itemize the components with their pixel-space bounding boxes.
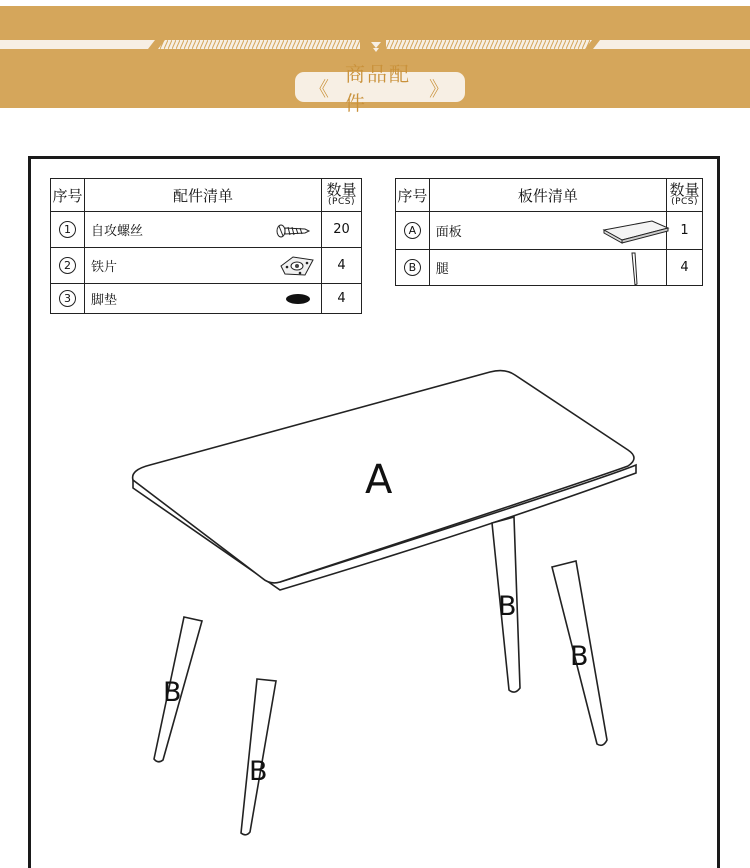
leg-label: B	[570, 641, 589, 672]
boards-col-name: 板件清单	[429, 179, 666, 212]
row-qty: 4	[322, 284, 362, 314]
fittings-col-index: 序号	[51, 179, 85, 212]
row-qty: 1	[667, 212, 703, 250]
row-qty: 20	[322, 212, 362, 248]
row-name: 自攻螺丝	[91, 224, 144, 239]
tabletop-label: A	[365, 457, 393, 503]
row-name: 腿	[435, 262, 449, 277]
leg-label: B	[249, 756, 268, 787]
row-name: 面板	[435, 225, 462, 240]
row-name: 铁片	[91, 260, 118, 275]
row-qty: 4	[667, 250, 703, 286]
leg-label: B	[163, 677, 182, 708]
row-index: 3	[59, 290, 76, 307]
fittings-col-name: 配件清单	[85, 179, 322, 212]
fittings-col-qty: 数量 (PCS)	[322, 179, 362, 212]
title-bracket-right: 》	[429, 76, 451, 101]
row-index: 2	[59, 257, 76, 274]
leg-label: B	[498, 591, 517, 622]
row-index: 1	[59, 221, 76, 238]
title-bracket-left: 《	[309, 76, 331, 101]
row-index: A	[404, 222, 421, 239]
row-index: B	[404, 259, 421, 276]
boards-col-index: 序号	[396, 179, 430, 212]
section-title-text: 商品配件	[345, 62, 411, 115]
row-qty: 4	[322, 248, 362, 284]
row-name: 脚垫	[91, 293, 118, 308]
boards-col-qty: 数量 (PCS)	[667, 179, 703, 212]
